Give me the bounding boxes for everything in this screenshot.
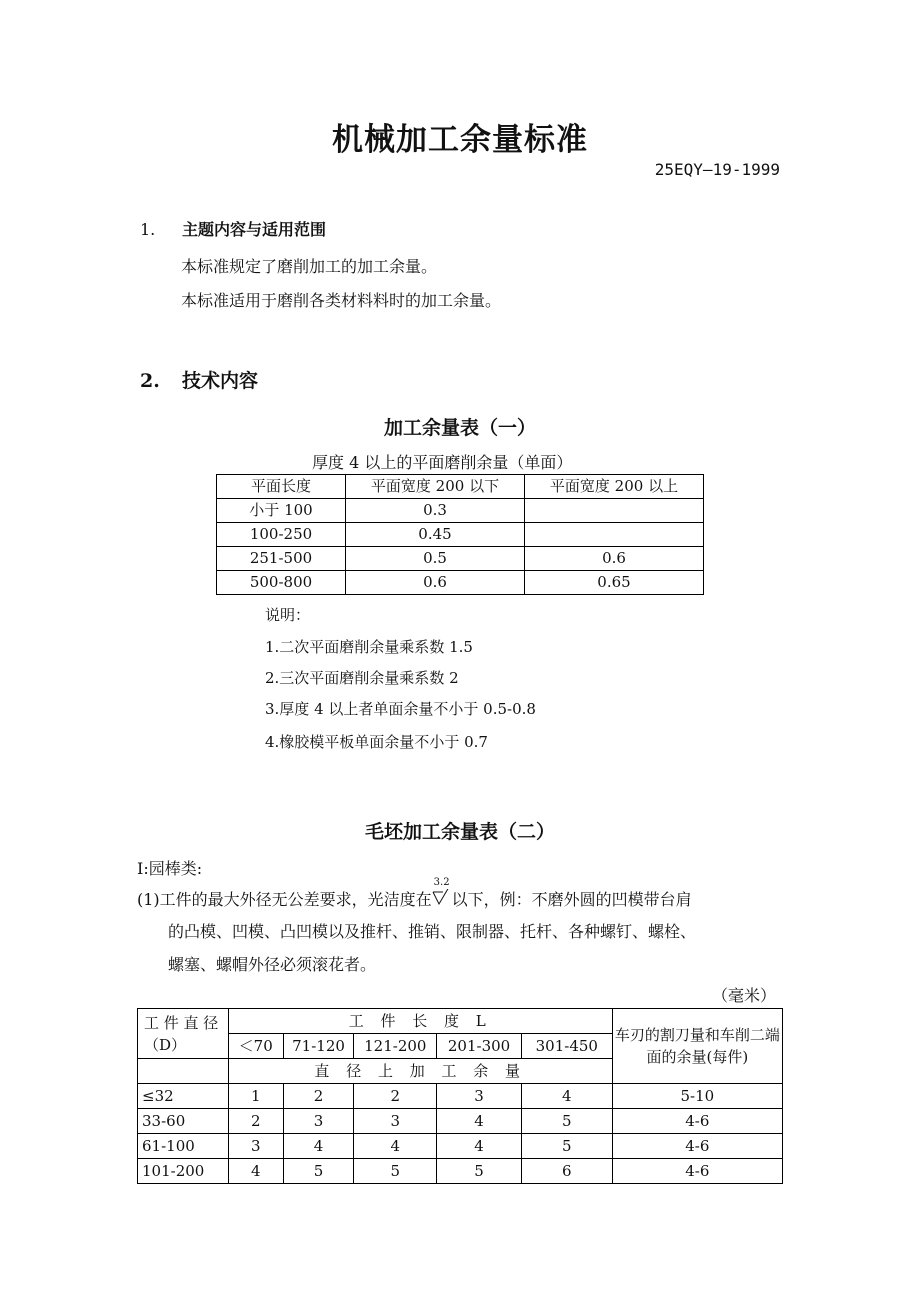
table-row xyxy=(138,1134,783,1159)
table-header-end-allowance: 车刃的割刀量和车削二端面的余量(每件) xyxy=(612,1009,782,1084)
table-cell: 0.6 xyxy=(346,571,525,595)
table-row xyxy=(138,1109,783,1134)
document-number: 25EQY—19-1999 xyxy=(654,160,780,179)
unit-label: （毫米） xyxy=(712,986,777,1005)
table-cell: 61-100 xyxy=(138,1134,229,1159)
table-cell: 101-200 xyxy=(138,1159,229,1184)
table-header-row xyxy=(217,475,704,499)
length-range-cell: 201-300 xyxy=(437,1034,522,1059)
table-cell xyxy=(525,523,704,547)
table-cell: 4-6 xyxy=(612,1109,782,1134)
table-cell: 0.3 xyxy=(346,499,525,523)
surface-roughness-icon xyxy=(432,877,452,907)
length-range-cell: 71-120 xyxy=(283,1034,354,1059)
table-header-length: 工 件 长 度 L xyxy=(228,1009,612,1034)
description-line-3: 螺塞、螺帽外径必须滚花者。 xyxy=(168,955,377,974)
table-cell: 500-800 xyxy=(217,571,346,595)
table-cell: 4 xyxy=(354,1134,437,1159)
table-subheader: 直 径 上 加 工 余 量 xyxy=(228,1059,612,1084)
table-cell: 3 xyxy=(437,1084,522,1109)
note-item: 2.三次平面磨削余量乘系数 2 xyxy=(265,669,459,687)
table-row xyxy=(138,1084,783,1109)
section2-title: 技术内容 xyxy=(182,370,259,392)
category-label: I:园棒类: xyxy=(137,859,203,878)
table-cell: 2 xyxy=(354,1084,437,1109)
table-cell: 5 xyxy=(437,1159,522,1184)
section1-paragraph-2: 本标准适用于磨削各类材料料时的加工余量。 xyxy=(181,291,502,310)
table-cell: 5-10 xyxy=(612,1084,782,1109)
table-row xyxy=(138,1159,783,1184)
table-header-cell: 平面宽度 200 以上 xyxy=(525,475,704,499)
table-cell: 6 xyxy=(521,1159,612,1184)
description-text: (1)工件的最大外径无公差要求，光洁度在 xyxy=(137,890,432,909)
section2-heading xyxy=(140,366,258,393)
table-header-cell: 平面宽度 200 以下 xyxy=(346,475,525,499)
table-cell: 1 xyxy=(228,1084,283,1109)
table-cell: 0.65 xyxy=(525,571,704,595)
table-row xyxy=(217,547,704,571)
table-cell: 5 xyxy=(354,1159,437,1184)
section1-heading xyxy=(140,217,326,240)
table-cell: 0.5 xyxy=(346,547,525,571)
table-row xyxy=(217,571,704,595)
table-cell: 0.6 xyxy=(525,547,704,571)
description-line-1 xyxy=(137,877,692,910)
table-cell: 4 xyxy=(437,1134,522,1159)
roughness-value: 3.2 xyxy=(433,877,450,888)
surface-grinding-table xyxy=(216,474,704,595)
table-cell-empty xyxy=(138,1059,229,1084)
note-item: 1.二次平面磨削余量乘系数 1.5 xyxy=(265,638,473,656)
notes-label: 说明： xyxy=(265,606,311,624)
section1-number: 1. xyxy=(140,220,156,239)
table-cell: 4 xyxy=(437,1109,522,1134)
table-cell: 100-250 xyxy=(217,523,346,547)
description-line-2: 的凸模、凹模、凸凹模以及推杆、推销、限制器、托杆、各种螺钉、螺栓、 xyxy=(168,922,697,941)
table-cell: 3 xyxy=(228,1134,283,1159)
table-cell: 4-6 xyxy=(612,1159,782,1184)
length-range-cell: 301-450 xyxy=(521,1034,612,1059)
table-row xyxy=(217,499,704,523)
table-cell: 小于 100 xyxy=(217,499,346,523)
section1-title: 主题内容与适用范围 xyxy=(182,220,327,239)
note-item: 4.橡胶模平板单面余量不小于 0.7 xyxy=(265,733,488,751)
section1-paragraph-1: 本标准规定了磨削加工的加工余量。 xyxy=(181,257,438,276)
table2-title: 毛坯加工余量表（二） xyxy=(364,821,555,843)
table-header-diameter: 工 件 直 径（D） xyxy=(138,1009,229,1059)
table-cell xyxy=(525,499,704,523)
page-title: 机械加工余量标准 xyxy=(332,122,588,158)
table-cell: 33-60 xyxy=(138,1109,229,1134)
length-range-cell: 121-200 xyxy=(354,1034,437,1059)
table-cell: 4-6 xyxy=(612,1134,782,1159)
table-cell: 5 xyxy=(521,1109,612,1134)
table-cell: 4 xyxy=(228,1159,283,1184)
description-text: 以下，例：不磨外圆的凹模带台肩 xyxy=(451,890,692,909)
table-cell: 3 xyxy=(354,1109,437,1134)
length-range-cell: ＜70 xyxy=(228,1034,283,1059)
table-row xyxy=(217,523,704,547)
table-header-row xyxy=(138,1009,783,1034)
table1-title: 加工余量表（一） xyxy=(383,417,536,439)
note-item: 3.厚度 4 以上者单面余量不小于 0.5-0.8 xyxy=(265,700,536,718)
blank-allowance-table xyxy=(137,1008,783,1184)
table1-caption: 厚度 4 以上的平面磨削余量（单面） xyxy=(312,453,573,472)
table-header-cell: 平面长度 xyxy=(217,475,346,499)
table-cell: 4 xyxy=(283,1134,354,1159)
table-cell: 4 xyxy=(521,1084,612,1109)
section2-number: 2. xyxy=(140,370,160,392)
table-cell: 3 xyxy=(283,1109,354,1134)
table-cell: 2 xyxy=(283,1084,354,1109)
table-cell: 0.45 xyxy=(346,523,525,547)
table-cell: 251-500 xyxy=(217,547,346,571)
table-cell: 5 xyxy=(283,1159,354,1184)
table-cell: ≤32 xyxy=(138,1084,229,1109)
table-cell: 2 xyxy=(228,1109,283,1134)
table-cell: 5 xyxy=(521,1134,612,1159)
